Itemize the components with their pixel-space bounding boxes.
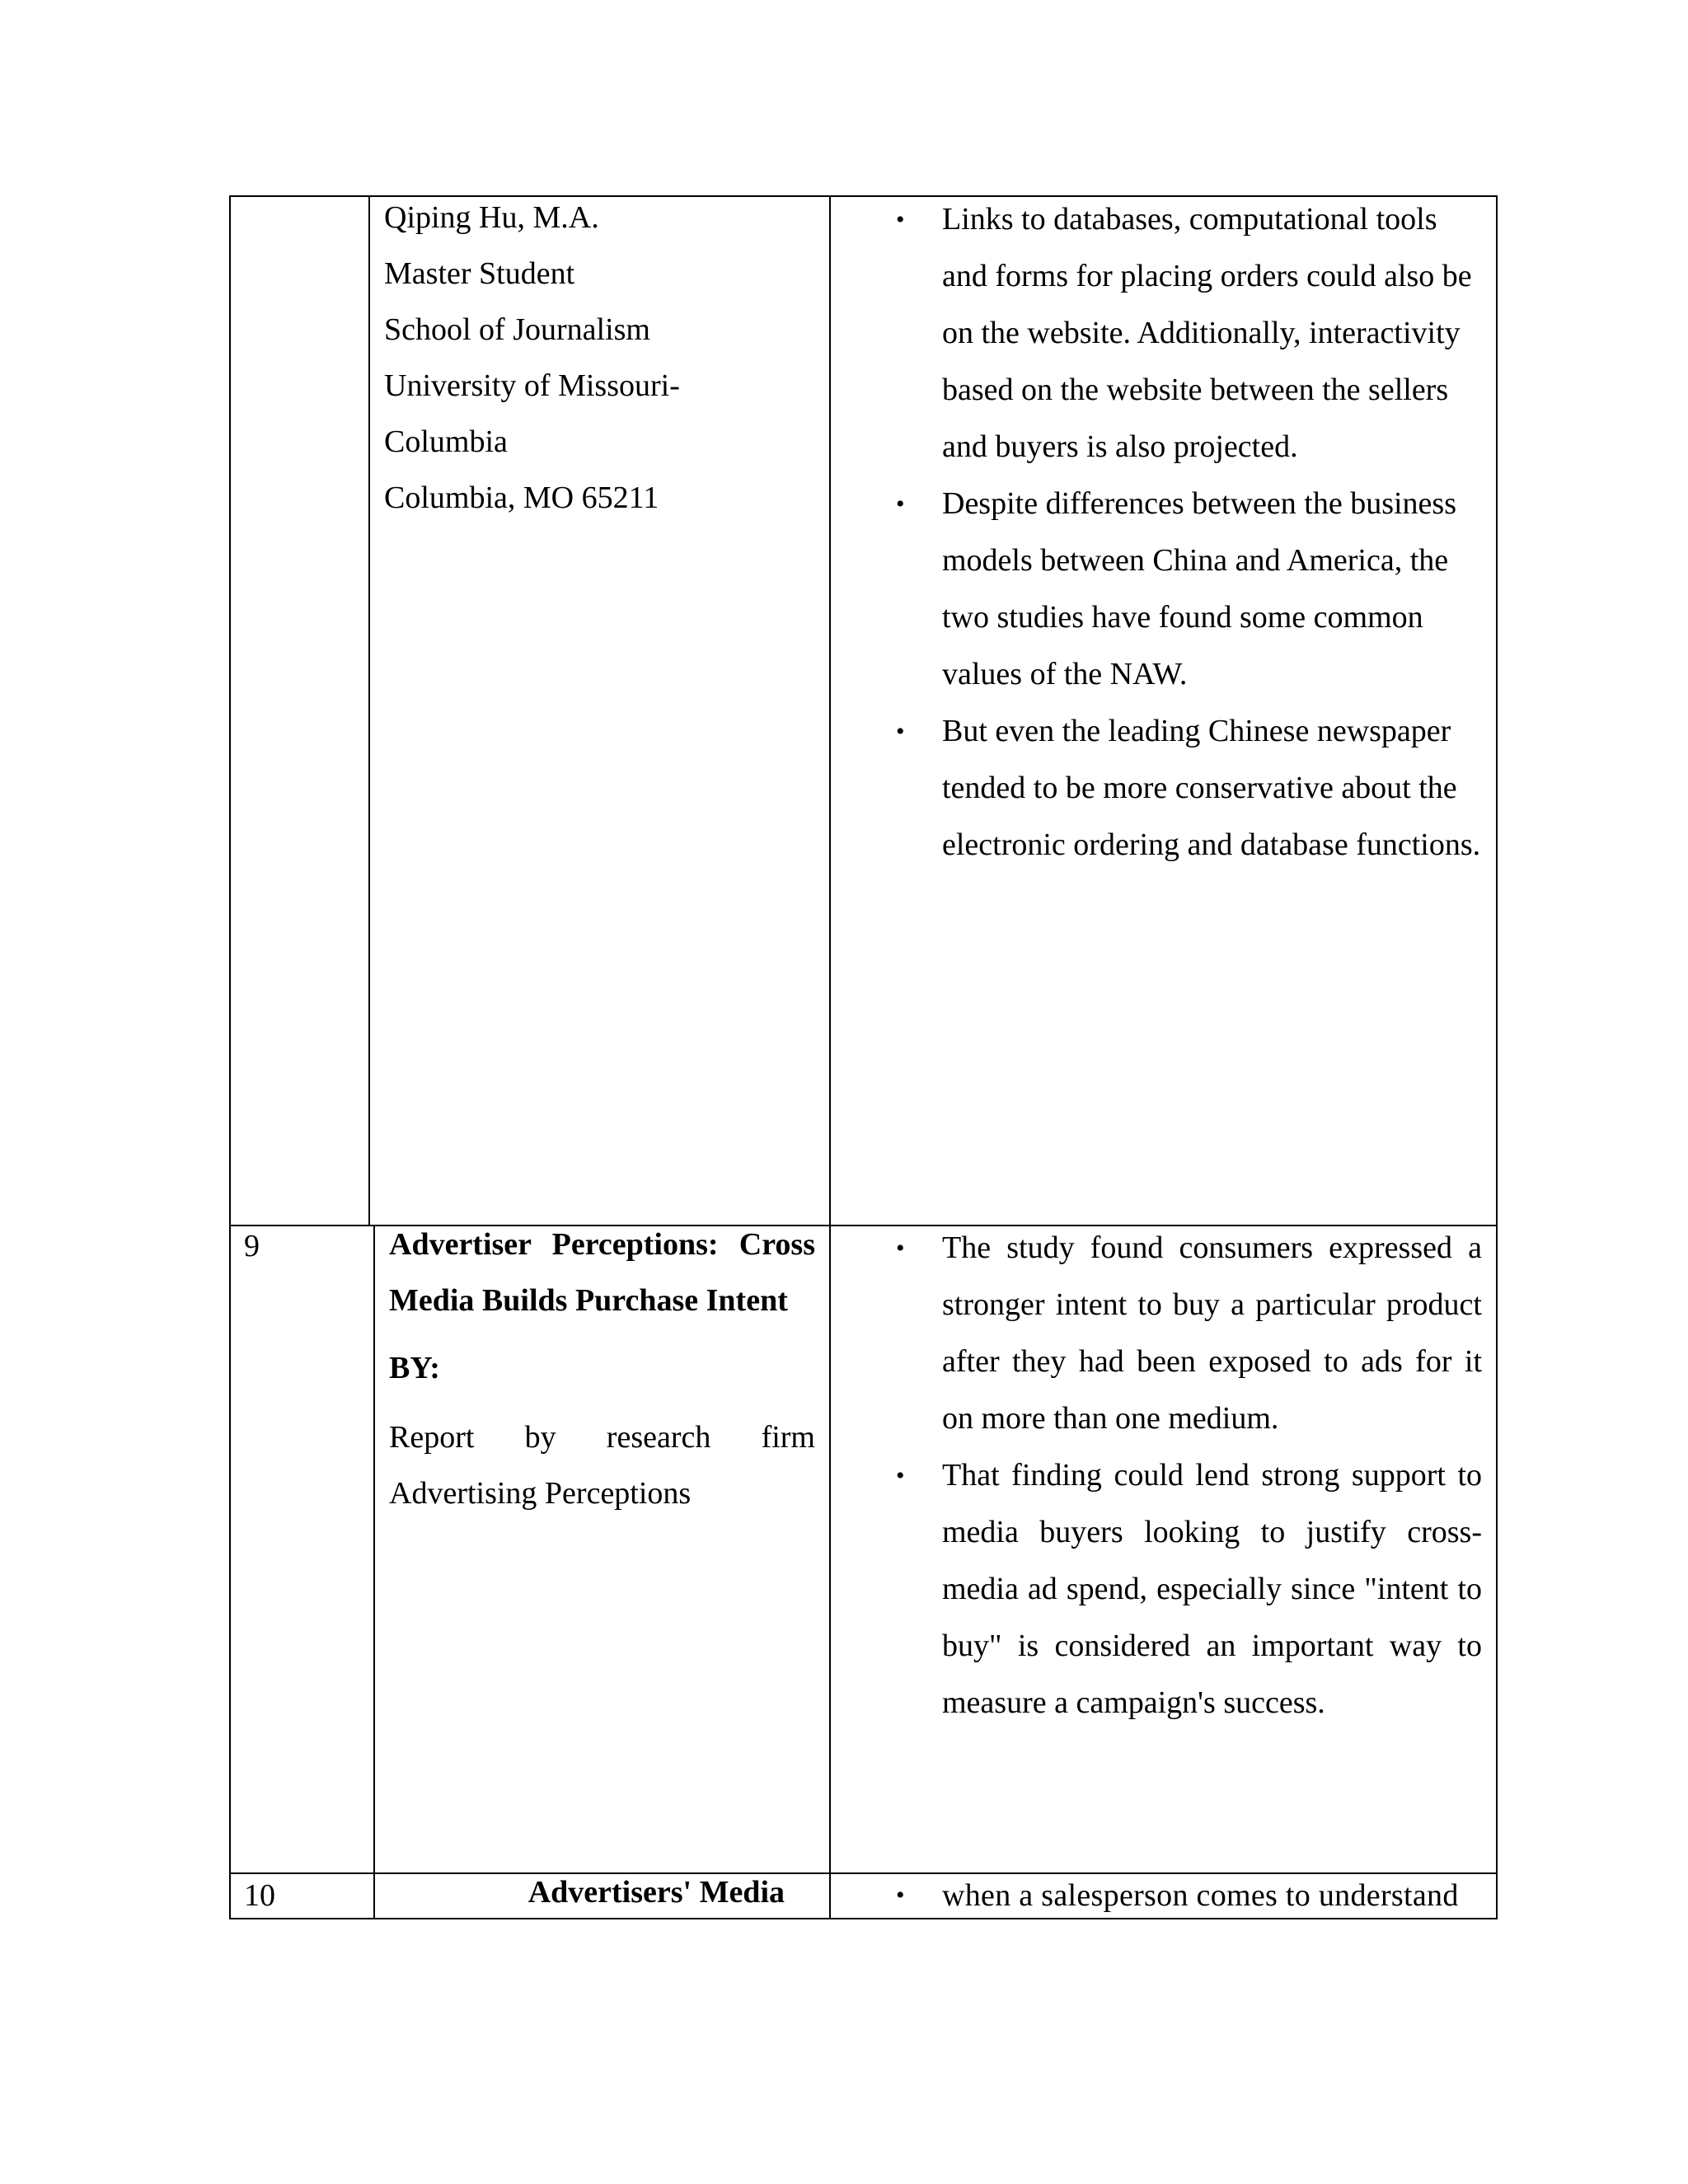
- table-right-border: [1496, 195, 1498, 1919]
- findings-cell-9: [896, 1220, 1482, 1732]
- study-info-cell-10: [389, 1864, 785, 1920]
- findings-list: [896, 1868, 1482, 1924]
- findings-list: [896, 191, 1486, 874]
- bullet-icon: •: [896, 1882, 905, 1909]
- finding-text: when a salesperson comes to understand: [942, 1878, 1459, 1913]
- findings-list: [896, 1220, 1482, 1732]
- by-label: BY:: [389, 1351, 440, 1385]
- bullet-icon: •: [896, 1235, 905, 1262]
- table-left-border: [229, 195, 231, 1919]
- list-item: [896, 703, 1486, 874]
- author-info-cell: [384, 190, 813, 526]
- column-divider-2: [829, 195, 831, 1919]
- study-info-cell: [389, 1216, 815, 1521]
- list-item: [896, 1220, 1482, 1447]
- study-title: Advertiser Perceptions: Cross Media Builds Purchase Intent: [389, 1227, 815, 1318]
- column-divider-1-bottom: [373, 1225, 375, 1919]
- author-line: Columbia, MO 65211: [384, 480, 659, 515]
- author-line: University of Missouri-: [384, 368, 680, 403]
- list-item: [896, 476, 1486, 703]
- list-item: [896, 1447, 1482, 1732]
- author-line: Qiping Hu, M.A.: [384, 200, 599, 235]
- list-item: [896, 191, 1486, 476]
- bullet-icon: •: [896, 206, 905, 233]
- bullet-icon: •: [896, 718, 905, 745]
- list-item: [896, 1868, 1482, 1924]
- row-number-10: 10: [244, 1878, 275, 1913]
- study-source: Report by research firm Advertising Perceptions: [389, 1420, 815, 1511]
- column-divider-1-top: [368, 195, 370, 1226]
- row-number-9: 9: [244, 1229, 260, 1263]
- bullet-icon: •: [896, 1462, 905, 1489]
- finding-text: Despite differences between the business models between China and America, the two studies have found some common values of the NAW.: [942, 486, 1456, 691]
- findings-cell: [896, 191, 1486, 874]
- study-title: Advertisers' Media: [528, 1875, 785, 1910]
- finding-text: Links to databases, computational tools and forms for placing orders could also be on the website. Additionally, interactivity based on the website between the sellers and buyers is also projected.: [942, 202, 1472, 464]
- findings-cell-10: [896, 1868, 1482, 1924]
- finding-text: The study found consumers expressed a stronger intent to buy a particular product after they had been exposed to ads for it on more than one medium.: [942, 1230, 1482, 1436]
- author-line: Master Student: [384, 256, 575, 291]
- author-line: Columbia: [384, 424, 508, 459]
- bullet-icon: •: [896, 490, 905, 518]
- author-line: School of Journalism: [384, 312, 650, 347]
- finding-text: But even the leading Chinese newspaper tended to be more conservative about the electronic ordering and database functions.: [942, 714, 1481, 862]
- finding-text: That finding could lend strong support to media buyers looking to justify cross-media ad spend, especially since "intent to buy" is considered an important way to measure a campaign's success.: [942, 1458, 1482, 1720]
